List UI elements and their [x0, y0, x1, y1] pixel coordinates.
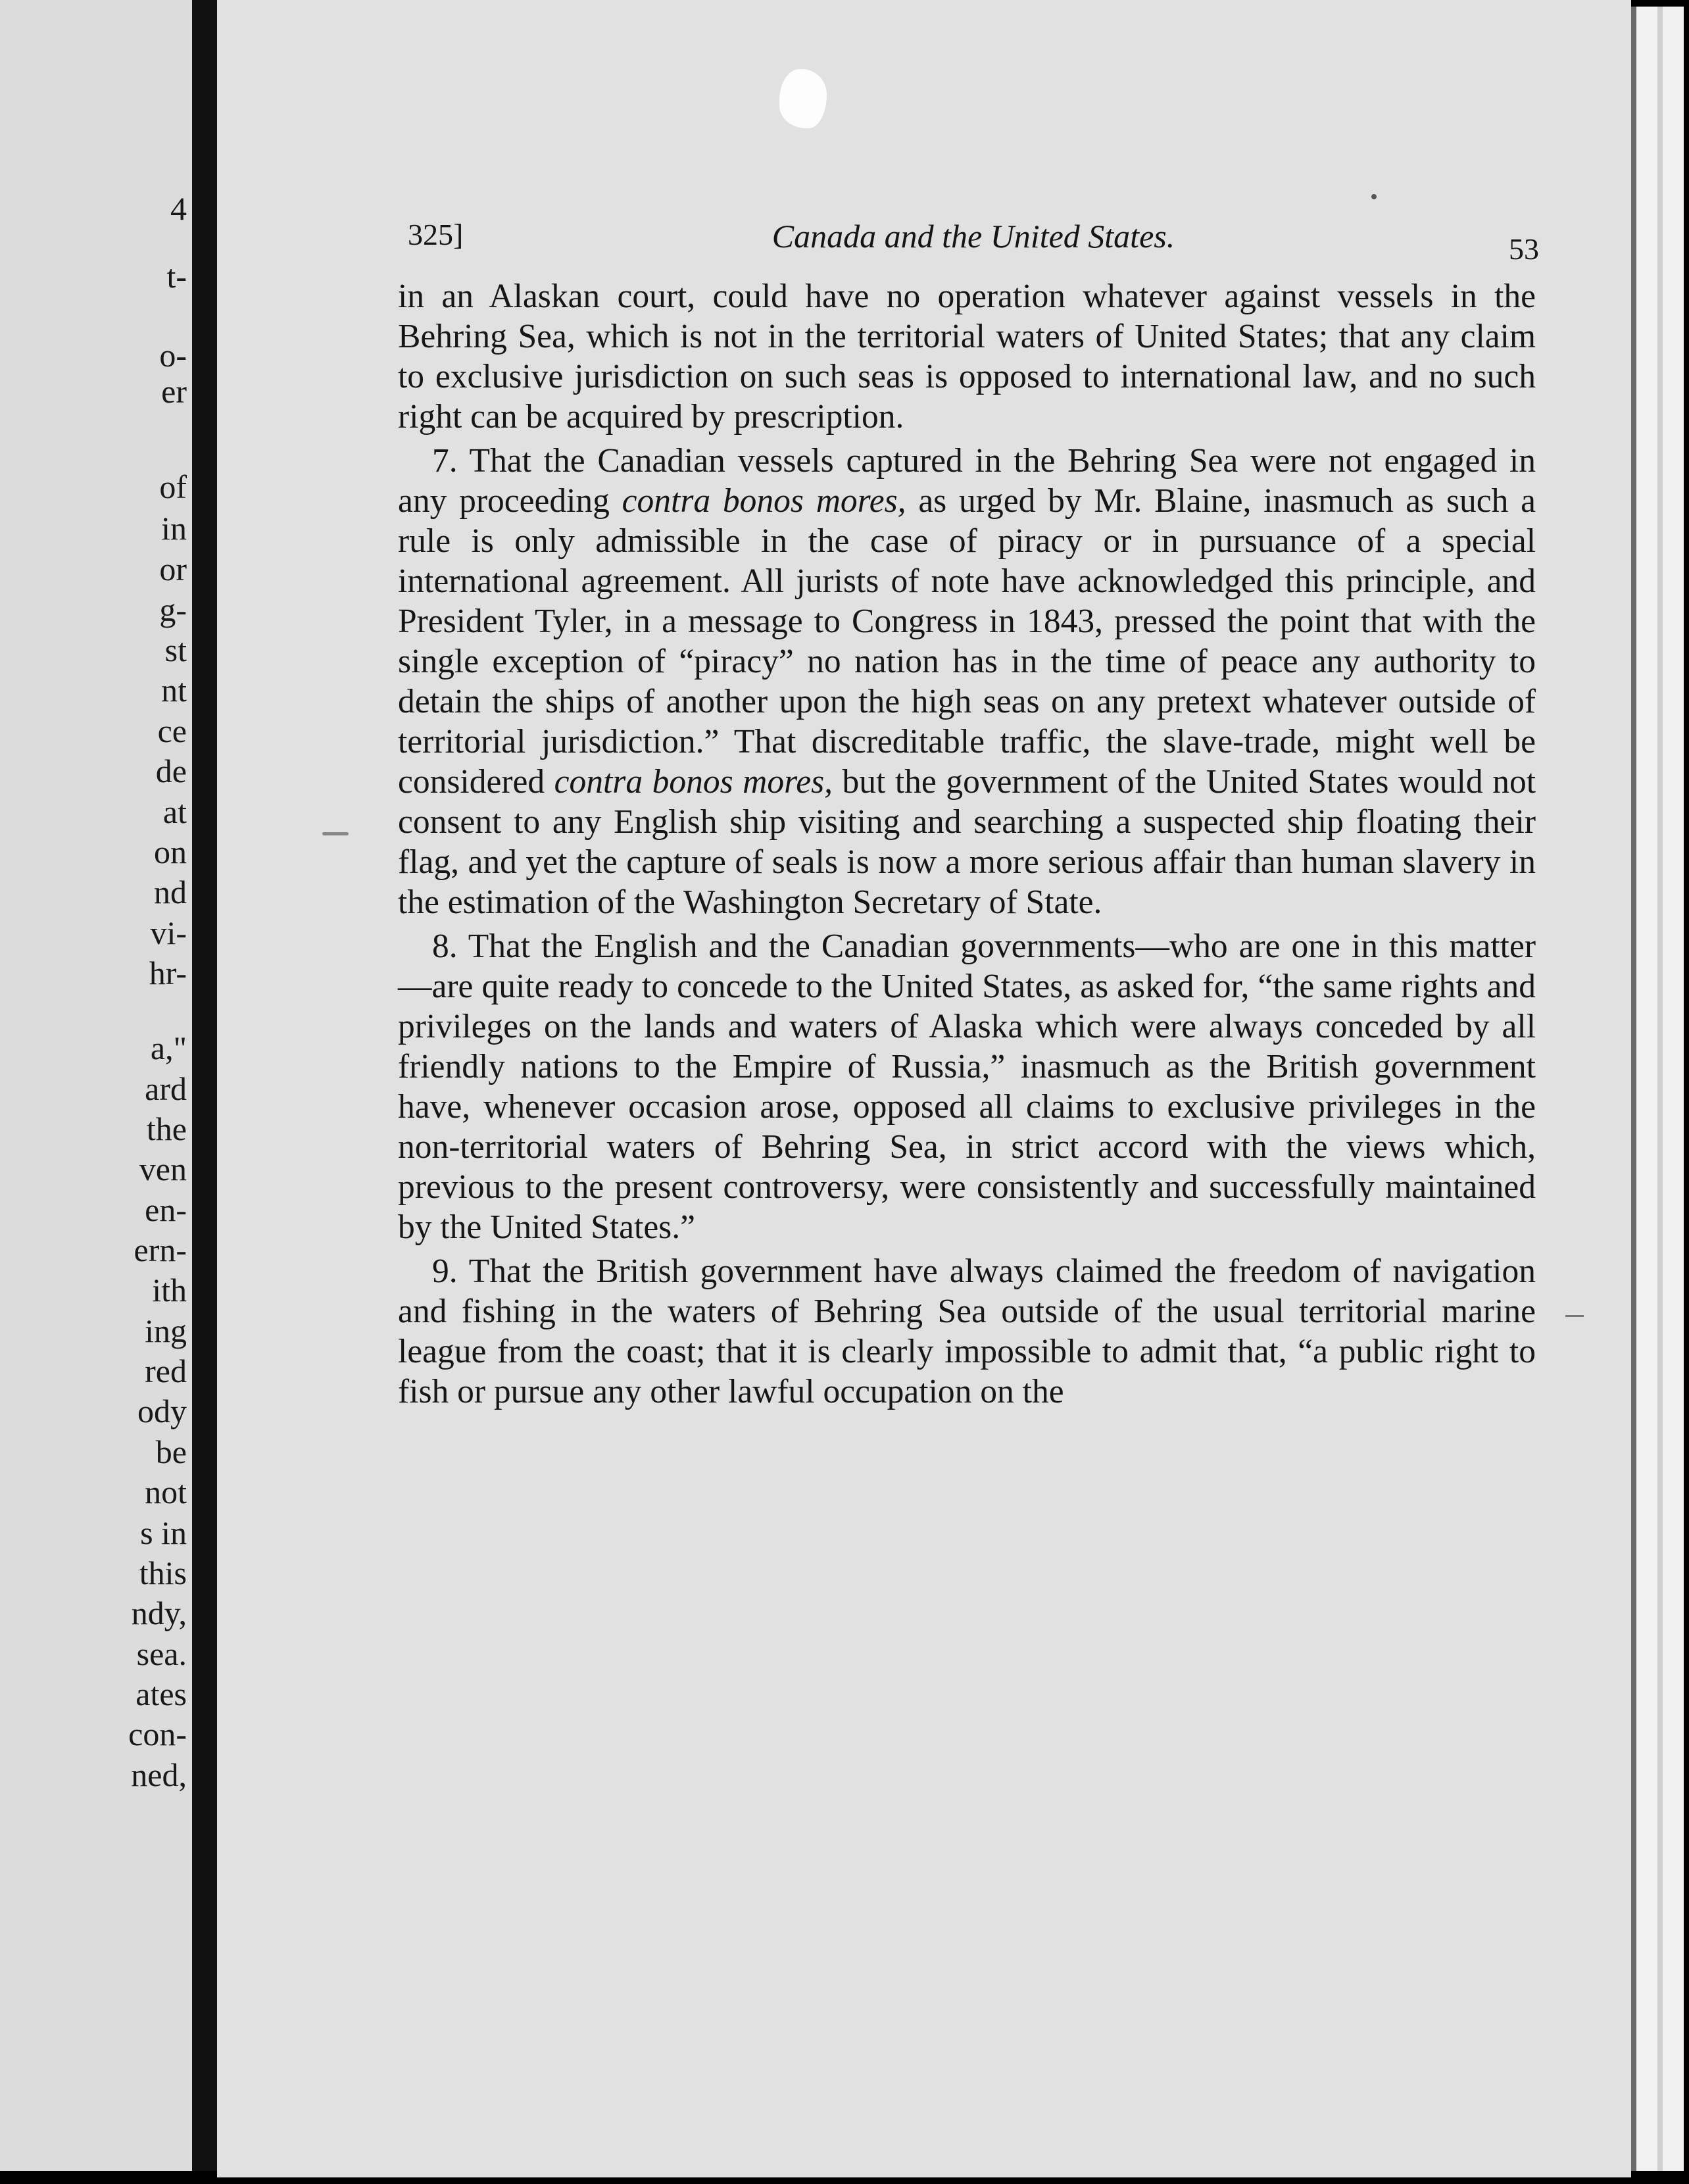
left-page-fragment: ith — [152, 1272, 187, 1308]
left-page-fragment: not — [145, 1474, 187, 1510]
paragraph-point-9: 9. That the British government have always claimed the freedom of navigation and fishing in the waters of Behring Sea outside of the usual territorial marine league from the coast; that it is clearly impossible to admit that, “a public right to fish or pursue any other lawful occupation on the — [398, 1253, 1536, 1410]
book-page — [217, 0, 1631, 2177]
previous-page-fragment — [0, 0, 192, 2171]
left-page-fragment: de — [155, 753, 187, 789]
left-page-fragment: t- — [166, 258, 187, 295]
running-head — [408, 217, 1539, 266]
left-page-fragment: on — [154, 833, 187, 870]
left-page-fragment: ven — [139, 1151, 187, 1187]
paper-speck — [322, 832, 349, 835]
left-page-fragment: ned, — [131, 1756, 187, 1793]
left-page-fragment: at — [162, 793, 187, 830]
paragraph-text: 7. That the Canadian vessels captured in the Behring Sea were not engaged in any proceeding — [398, 442, 1536, 520]
left-page-fragment: nt — [161, 672, 187, 708]
left-page-fragment: vi- — [150, 914, 187, 951]
margin-mark — [1565, 1315, 1584, 1317]
left-page-fragment: ard — [145, 1070, 187, 1107]
left-page-fragment: g- — [159, 591, 187, 628]
page-body — [398, 276, 1536, 1412]
book-gutter — [192, 0, 217, 2171]
left-page-fragment: s in — [140, 1514, 187, 1551]
left-page-fragment: in — [161, 510, 187, 547]
left-page-fragment: ern- — [134, 1231, 187, 1268]
left-page-fragment: o- — [159, 337, 187, 374]
left-page-fragment: this — [139, 1554, 187, 1591]
paragraph-point-8: 8. That the English and the Canadian governments—who are one in this matter—are quite ready to concede to the United States, as asked for, “the same rights and privileges on the lands and waters of Alaska which were always conceded by all friendly nations to the Empire of Russia,” inasmuch as the British government have, whenever occasion arose, opposed all claims to exclusive privileges in the non-territorial waters of Behring Sea, in strict accord with the views which, previous to the present controversy, were consistently and successfully maintained by the United States.” — [398, 928, 1536, 1246]
left-page-fragment: 4 — [170, 190, 187, 227]
running-title: Canada and the United States. — [771, 218, 1175, 255]
paragraph-continued: in an Alaskan court, could have no operation whatever against vessels in the Behring Sea, which is not in the territorial waters of United States; that any claim to exclusive jurisdiction on such seas is opposed to international law, and no such right can be acquired by prescription. — [398, 278, 1536, 435]
paper-blemish — [779, 69, 827, 128]
paragraph-point-7 — [398, 441, 1536, 922]
left-page-fragment: con- — [128, 1716, 187, 1752]
paragraph-text: but the government of the United States would not consent to any English ship visiting and searching a suspected ship floating their flag, and yet the capture of seals is now a more serious affair than human slavery in the estimation of the Washington Secretary of State. — [398, 763, 1536, 921]
left-page-fragment: st — [164, 632, 187, 668]
left-page-fragment: hr- — [149, 955, 187, 991]
left-page-fragment: nd — [154, 874, 187, 910]
left-page-fragment: of — [159, 468, 187, 505]
left-page-fragment: the — [146, 1110, 187, 1147]
latin-phrase: contra bonos mores, — [622, 482, 906, 520]
left-page-fragment: ates — [135, 1675, 187, 1712]
latin-phrase: contra bonos mores, — [554, 763, 833, 801]
left-page-fragment: ndy, — [131, 1595, 187, 1631]
left-page-fragment: en- — [145, 1191, 187, 1228]
paragraph-text: as urged by Mr. Blaine, inasmuch as such a rule is only admissible in the case of piracy or in pursuance of a special international agreement. All jurists of note have acknowledged this principle, and President Tyler, in a message to Congress in 1843, pressed the point that with the single exception of “piracy” no nation has in the time of peace any authority to detain the ships of another upon the high seas on any pretext whatever outside of territorial jurisdiction.” That discreditable traffic, the slave-trade, might well be considered — [398, 482, 1536, 801]
left-page-fragment: sea. — [136, 1635, 187, 1672]
left-page-fragment: red — [145, 1353, 187, 1389]
left-page-fragment: ce — [157, 712, 187, 749]
page-edges — [1631, 7, 1684, 2171]
left-page-fragment: be — [155, 1433, 187, 1470]
left-page-fragment: a," — [150, 1030, 187, 1066]
left-page-fragment: or — [159, 551, 187, 587]
paper-speck — [1371, 194, 1377, 199]
left-page-fragment: er — [161, 373, 187, 410]
left-page-fragment: ing — [145, 1312, 187, 1349]
left-page-fragment: ody — [137, 1393, 187, 1429]
page-number: 53 — [1509, 232, 1539, 266]
section-folio: 325] — [408, 218, 464, 251]
